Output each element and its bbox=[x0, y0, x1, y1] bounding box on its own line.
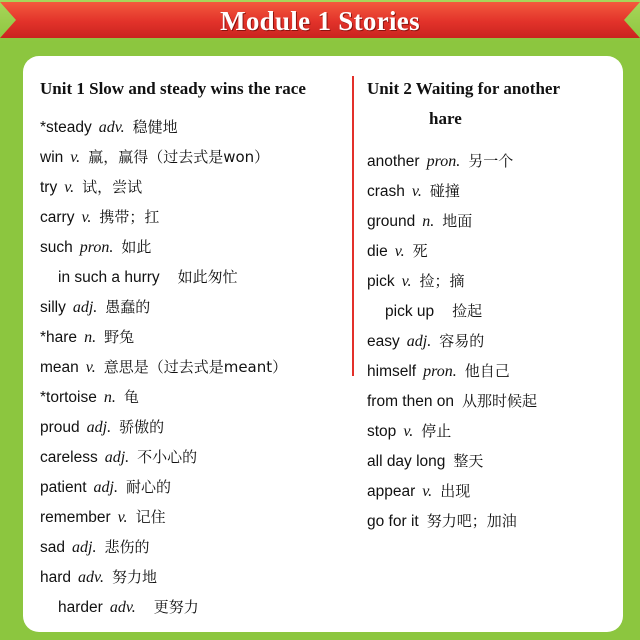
vocab-meaning: 碰撞 bbox=[429, 182, 460, 200]
vocab-word: pick bbox=[367, 273, 395, 290]
vocab-entry bbox=[40, 532, 346, 562]
vocab-entry bbox=[367, 326, 617, 356]
vocab-meaning: 地面 bbox=[442, 212, 473, 230]
vocab-entry bbox=[40, 562, 346, 592]
vocab-word: *steady bbox=[40, 119, 92, 136]
vocab-entry bbox=[40, 442, 346, 472]
vocab-word: such bbox=[40, 239, 73, 256]
vocab-meaning: 努力吧；加油 bbox=[426, 512, 517, 530]
module-title: Module 1 Stories bbox=[220, 6, 420, 36]
vocab-word: try bbox=[40, 179, 58, 196]
vocab-entry bbox=[367, 296, 617, 326]
vocab-part-of-speech: adv. bbox=[98, 119, 125, 136]
vocab-word: sad bbox=[40, 539, 65, 556]
vocab-word: remember bbox=[40, 509, 111, 526]
unit2-title-line1: Unit 2 Waiting for another bbox=[367, 79, 560, 98]
vocab-word: pick up bbox=[385, 303, 435, 320]
vocab-word: *tortoise bbox=[40, 389, 97, 406]
vocab-part-of-speech: adv. bbox=[78, 569, 104, 586]
vocab-part-of-speech: adj. bbox=[93, 479, 118, 496]
vocab-entry bbox=[40, 142, 346, 172]
vocab-word: all day long bbox=[367, 453, 446, 470]
vocab-part-of-speech: v. bbox=[85, 359, 96, 376]
vocab-word: stop bbox=[367, 423, 397, 440]
vocab-meaning: 耐心的 bbox=[126, 478, 172, 496]
vocab-word: crash bbox=[367, 183, 405, 200]
vocab-entry bbox=[40, 352, 346, 382]
vocab-part-of-speech: adj. bbox=[72, 539, 97, 556]
unit1-column bbox=[40, 74, 346, 622]
vocab-meaning: 记住 bbox=[135, 508, 166, 526]
vocab-meaning: 停止 bbox=[421, 422, 452, 440]
vocab-entry bbox=[40, 322, 346, 352]
vocab-part-of-speech: adj. bbox=[86, 419, 112, 436]
vocab-word: himself bbox=[367, 363, 417, 380]
vocab-part-of-speech: v. bbox=[394, 243, 405, 260]
vocab-meaning: 死 bbox=[412, 242, 428, 260]
vocab-meaning: 骄傲的 bbox=[119, 418, 165, 436]
vocab-entry bbox=[40, 202, 346, 232]
vocab-word: hard bbox=[40, 569, 72, 586]
vocab-entry bbox=[40, 262, 346, 292]
vocab-entry bbox=[367, 236, 617, 266]
vocab-word: patient bbox=[40, 479, 87, 496]
vocab-meaning: 野兔 bbox=[104, 328, 135, 346]
vocab-part-of-speech: v. bbox=[403, 423, 414, 440]
vocab-word: die bbox=[367, 243, 388, 260]
vocab-part-of-speech: pron. bbox=[79, 239, 114, 256]
vocab-entry bbox=[40, 592, 346, 622]
vocab-part-of-speech: v. bbox=[401, 273, 412, 290]
vocab-meaning: 捡；摘 bbox=[419, 272, 465, 290]
unit2-title-line2: hare bbox=[429, 109, 462, 128]
vocab-part-of-speech: v. bbox=[81, 209, 92, 226]
vocab-meaning: 赢，赢得（过去式是won） bbox=[88, 148, 270, 166]
vocab-entry bbox=[367, 476, 617, 506]
vocab-meaning: 试，尝试 bbox=[82, 178, 143, 196]
vocab-meaning: 稳健地 bbox=[132, 118, 178, 136]
vocab-meaning: 捡起 bbox=[452, 302, 483, 320]
unit1-word-list bbox=[40, 112, 346, 622]
vocab-entry bbox=[40, 232, 346, 262]
vocab-part-of-speech: v. bbox=[64, 179, 75, 196]
vocab-meaning: 从那时候起 bbox=[462, 392, 538, 410]
vocab-word: from then on bbox=[367, 393, 455, 410]
vocab-word: easy bbox=[367, 333, 400, 350]
vocab-meaning: 龟 bbox=[123, 388, 139, 406]
vocab-word: proud bbox=[40, 419, 80, 436]
vocab-word: appear bbox=[367, 483, 416, 500]
vocab-entry bbox=[40, 292, 346, 322]
vocab-word: mean bbox=[40, 359, 79, 376]
vocab-entry bbox=[367, 506, 617, 536]
vocab-entry bbox=[367, 206, 617, 236]
vocab-meaning: 不小心的 bbox=[137, 448, 198, 466]
vocab-entry bbox=[40, 382, 346, 412]
vocab-part-of-speech: v. bbox=[422, 483, 433, 500]
vocab-part-of-speech: adj. bbox=[406, 333, 432, 350]
vocab-part-of-speech: n. bbox=[84, 329, 97, 346]
vocab-entry bbox=[367, 386, 617, 416]
vocab-entry bbox=[367, 356, 617, 386]
vocab-part-of-speech: v. bbox=[70, 149, 81, 166]
vocab-word: silly bbox=[40, 299, 66, 316]
unit2-title bbox=[367, 74, 617, 134]
vocab-word: harder bbox=[58, 599, 103, 616]
unit2-word-list bbox=[367, 146, 617, 536]
vocab-meaning: 悲伤的 bbox=[104, 538, 150, 556]
vocab-entry bbox=[40, 472, 346, 502]
vocab-word: carry bbox=[40, 209, 75, 226]
vocab-part-of-speech: n. bbox=[422, 213, 435, 230]
vocab-meaning: 努力地 bbox=[111, 568, 157, 586]
vocab-part-of-speech: adj. bbox=[72, 299, 98, 316]
vocab-entry bbox=[40, 412, 346, 442]
vocab-part-of-speech: v. bbox=[411, 183, 422, 200]
vocab-part-of-speech: pron. bbox=[426, 153, 461, 170]
vocab-word: another bbox=[367, 153, 420, 170]
vocab-part-of-speech: adj. bbox=[104, 449, 130, 466]
vocab-meaning: 他自己 bbox=[464, 362, 510, 380]
vocab-meaning: 容易的 bbox=[439, 332, 485, 350]
vocab-meaning: 整天 bbox=[453, 452, 484, 470]
unit1-title: Unit 1 Slow and steady wins the race bbox=[40, 79, 306, 98]
vocab-entry bbox=[367, 176, 617, 206]
unit2-column bbox=[367, 74, 617, 536]
vocab-entry bbox=[40, 502, 346, 532]
vocab-word: careless bbox=[40, 449, 98, 466]
vocab-entry bbox=[367, 446, 617, 476]
vocab-word: win bbox=[40, 149, 64, 166]
vocab-part-of-speech: pron. bbox=[423, 363, 457, 380]
vocab-meaning: 更努力 bbox=[153, 598, 199, 616]
vocab-meaning: 携带；扛 bbox=[99, 208, 160, 226]
vocab-entry bbox=[40, 172, 346, 202]
vocab-entry bbox=[40, 112, 346, 142]
vocab-part-of-speech: v. bbox=[117, 509, 128, 526]
vocab-entry bbox=[367, 146, 617, 176]
vocab-word: in such a hurry bbox=[58, 269, 160, 286]
vocab-meaning: 如此匆忙 bbox=[177, 268, 238, 286]
vocab-meaning: 如此 bbox=[121, 238, 152, 256]
vocab-word: *hare bbox=[40, 329, 78, 346]
vocab-meaning: 另一个 bbox=[468, 152, 514, 170]
vocab-entry bbox=[367, 266, 617, 296]
column-divider bbox=[352, 76, 354, 376]
vocab-word: ground bbox=[367, 213, 416, 230]
vocab-word: go for it bbox=[367, 513, 419, 530]
vocab-meaning: 出现 bbox=[440, 482, 471, 500]
vocab-meaning: 意思是（过去式是meant） bbox=[103, 358, 288, 376]
vocab-meaning: 愚蠢的 bbox=[105, 298, 151, 316]
vocab-part-of-speech: adv. bbox=[109, 599, 136, 616]
vocab-entry bbox=[367, 416, 617, 446]
vocab-part-of-speech: n. bbox=[103, 389, 116, 406]
